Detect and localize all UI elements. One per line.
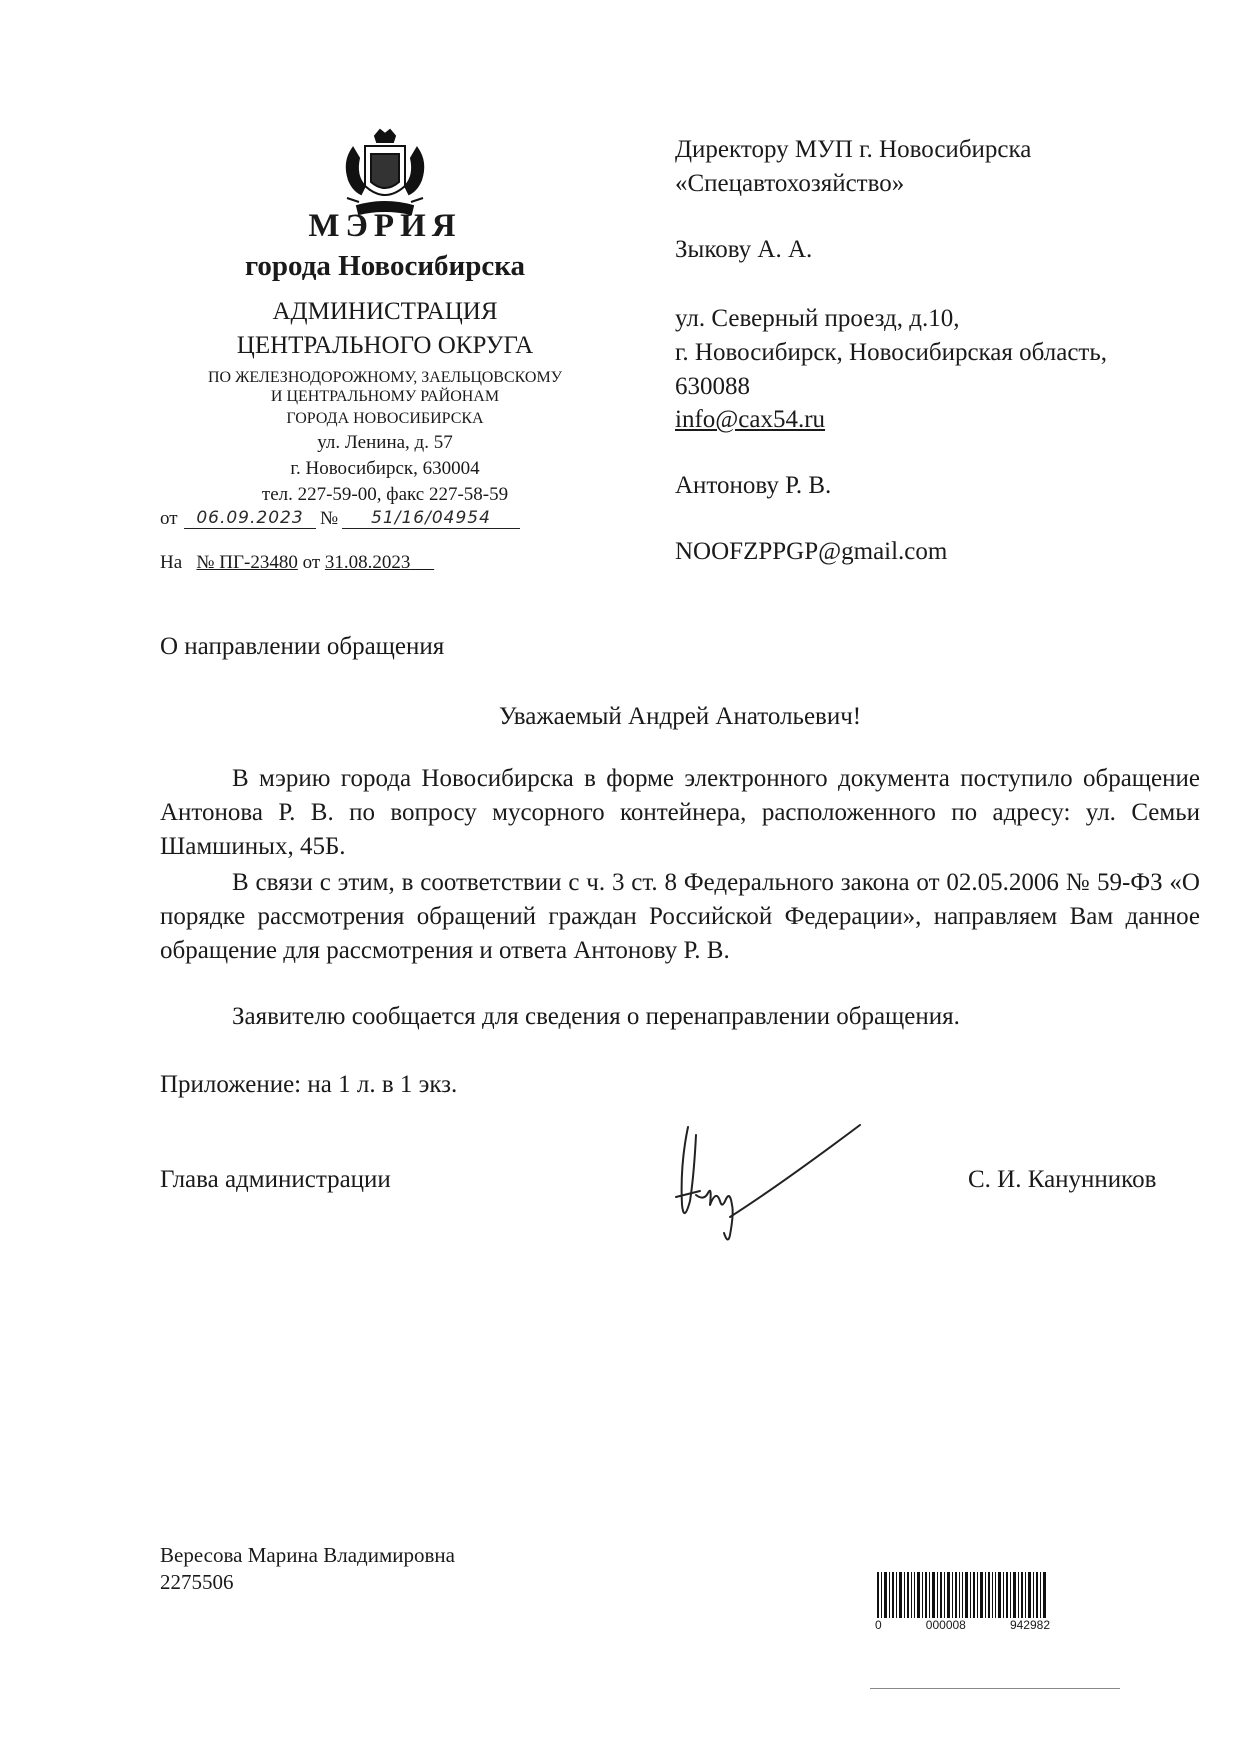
registration-from-label: от	[160, 508, 178, 529]
paragraph-3-text: Заявителю сообщается для сведения о перенаправлении обращения.	[232, 1003, 960, 1030]
reference-on-label: На	[160, 552, 183, 573]
recipient-address-zip: 630088	[675, 373, 750, 400]
copy-recipient-name: Антонову Р. В.	[675, 472, 832, 499]
reference-date: 31.08.2023	[324, 552, 411, 573]
recipient-organization: «Спецавтохозяйство»	[675, 170, 905, 197]
paragraph-2-text: В связи с этим, в соответствии с ч. 3 ст. 8 Федерального закона от 02.05.2006 № 59-ФЗ «О порядке рассмотрения обращений граждан Российской Федерации», направляем Вам данное обращение для рассмотрения и ответа Антонову Р. В.	[160, 869, 1200, 964]
executor-phone: 2275506	[160, 1570, 234, 1594]
letter-paragraph-3	[160, 1000, 1200, 1034]
city-title: города Новосибирска	[244, 250, 526, 282]
recipient-position: Директору МУП г. Новосибирска	[675, 136, 1032, 163]
letter-paragraph-1	[160, 762, 1200, 864]
reference-number: № ПГ-23480	[196, 552, 298, 573]
document-barcode	[875, 1572, 1050, 1622]
reference-row	[160, 552, 434, 574]
barcode-digit-left: 0	[875, 1618, 882, 1632]
administration-title-line1: АДМИНИСТРАЦИЯ	[272, 298, 498, 325]
registration-number-label: №	[320, 508, 339, 529]
recipient-name: Зыкову А. А.	[675, 236, 813, 263]
administration-title-line2: ЦЕНТРАЛЬНОГО ОКРУГА	[236, 332, 534, 359]
registration-number: 51/16/04954	[342, 508, 520, 529]
reference-from-label: от	[302, 552, 321, 573]
barcode-digit-right: 942982	[1009, 1618, 1050, 1632]
districts-line2: И ЦЕНТРАЛЬНОМУ РАЙОНАМ	[270, 388, 500, 405]
coat-of-arms-emblem	[335, 128, 435, 220]
signatory-position: Глава администрации	[160, 1166, 391, 1193]
barcode-digit-middle: 000008	[925, 1618, 966, 1632]
registration-date: 06.09.2023	[184, 508, 316, 529]
letter-subject: О направлении обращения	[160, 633, 445, 660]
districts-line1: ПО ЖЕЛЕЗНОДОРОЖНОМУ, ЗАЕЛЬЦОВСКОМУ	[207, 369, 563, 386]
registration-row	[160, 508, 560, 536]
mayor-office-title: МЭРИЯ	[308, 208, 462, 244]
recipient-address-street: ул. Северный проезд, д.10,	[675, 305, 960, 332]
paragraph-1-text: В мэрию города Новосибирска в форме электронного документа поступило обращение Антонова Р. В. по вопросу мусорного контейнера, расположенного по адресу: ул. Семьи Шамшиных, 45Б.	[160, 765, 1200, 860]
letter-greeting: Уважаемый Андрей Анатольевич!	[498, 703, 862, 730]
executor-name: Вересова Марина Владимировна	[160, 1543, 455, 1567]
recipient-address-city: г. Новосибирск, Новосибирская область,	[675, 339, 1107, 366]
sender-phone-fax: тел. 227-59-00, факс 227-58-59	[261, 484, 509, 505]
copy-recipient-email: NOOFZPPGP@gmail.com	[675, 538, 948, 565]
sender-city-zip: г. Новосибирск, 630004	[290, 458, 480, 479]
handwritten-signature	[660, 1105, 960, 1285]
districts-line3: ГОРОДА НОВОСИБИРСКА	[286, 410, 484, 427]
barcode-digits	[875, 1618, 1050, 1632]
attachment-note: Приложение: на 1 л. в 1 экз.	[160, 1071, 458, 1098]
signatory-name: С. И. Канунников	[968, 1166, 1157, 1193]
footer-divider	[870, 1688, 1120, 1689]
letter-paragraph-2	[160, 866, 1200, 968]
recipient-email-link[interactable]: info@cax54.ru	[675, 406, 826, 433]
sender-street: ул. Ленина, д. 57	[317, 432, 453, 453]
